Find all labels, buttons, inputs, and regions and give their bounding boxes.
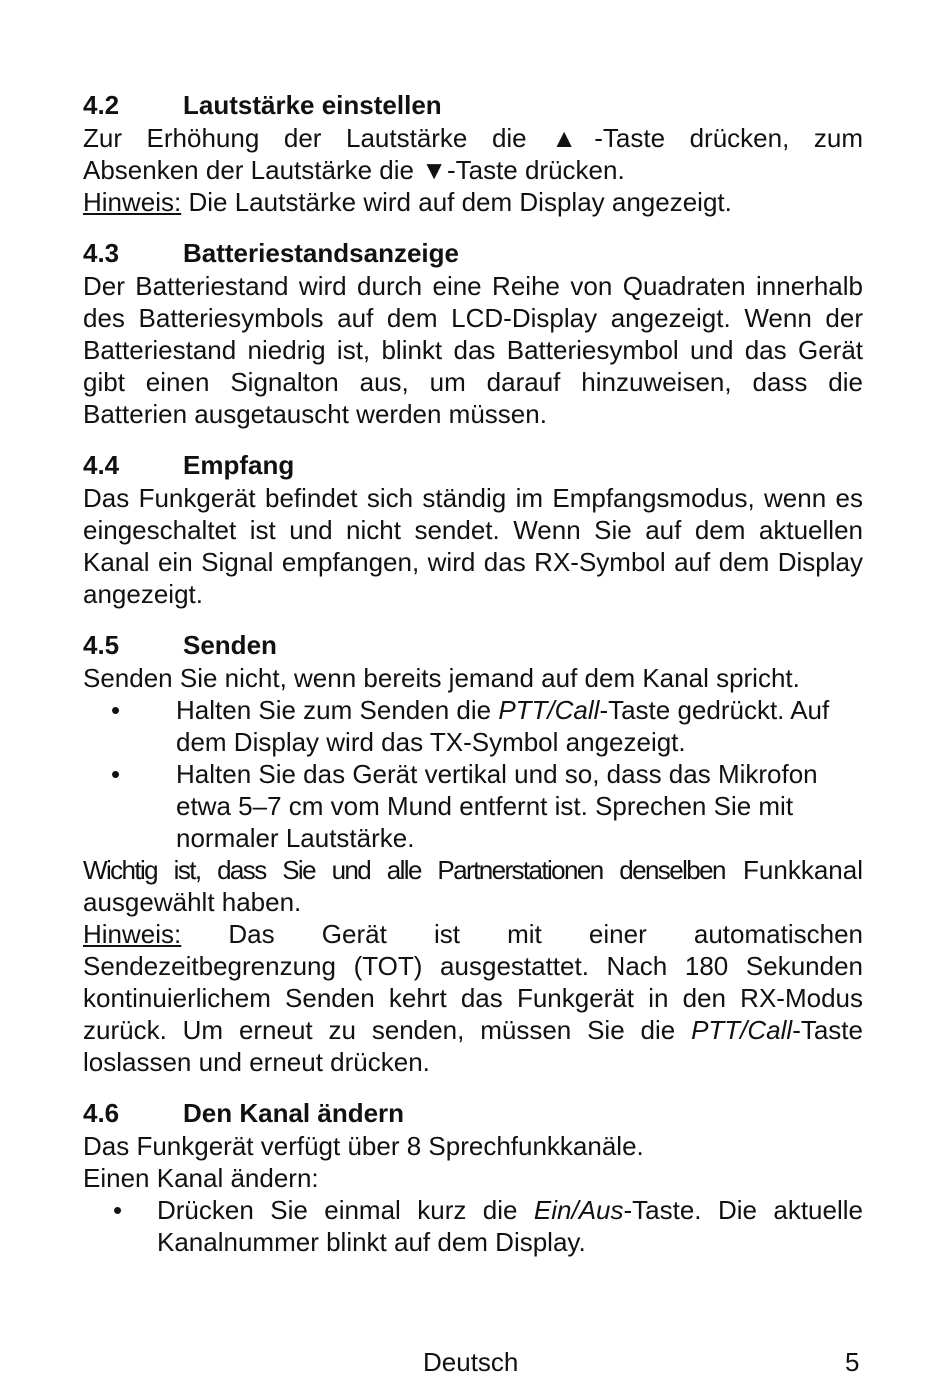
section-number: 4.5 — [83, 630, 120, 660]
section-4-5 — [83, 628, 863, 1078]
section-4-4 — [83, 448, 863, 610]
section-title: Den Kanal ändern — [183, 1098, 405, 1128]
bullet-list — [83, 694, 863, 854]
section-heading — [83, 1096, 863, 1130]
important-text: Wichtig ist, dass Sie und alle Partnerstationen denselben — [83, 855, 725, 885]
list-item — [83, 758, 863, 854]
list-item-text: Halten Sie zum Senden die — [176, 695, 499, 725]
note-paragraph — [83, 186, 863, 218]
section-4-2 — [83, 88, 863, 218]
key-name: PTT/Call — [498, 695, 600, 725]
bullet-icon: • — [113, 1195, 123, 1225]
section-4-3 — [83, 236, 863, 430]
bullet-icon: • — [111, 695, 121, 725]
paragraph: Der Batteriestand wird durch eine Reihe von Quadraten innerhalb des Batteriesymbols auf dem LCD-Display angezeigt. Wenn der Batteriestand niedrig ist, blinkt das Batteriesymbol und das Gerät gibt einen Signalton aus, um darauf hinzuweisen, dass die Batterien ausgetauscht werden müssen. — [83, 271, 863, 429]
note-paragraph — [83, 918, 863, 1078]
section-heading — [83, 448, 863, 482]
list-item — [83, 1194, 863, 1258]
section-heading — [83, 88, 863, 122]
paragraph: Das Funkgerät befindet sich ständig im Empfangsmodus, wenn es eingeschaltet ist und nicht sendet. Wenn Sie auf dem aktuellen Kanal ein Signal empfangen, wird das RX-Symbol auf dem Display angezeigt. — [83, 483, 863, 609]
important-paragraph — [83, 854, 863, 918]
paragraph-line: Zur Erhöhung der Lautstärke die ▲-Taste drücken, zum — [83, 123, 863, 153]
list-item-text: Drücken Sie einmal kurz die — [157, 1195, 534, 1225]
section-title: Empfang — [183, 450, 295, 480]
key-name: Ein/Aus — [533, 1195, 624, 1225]
paragraph: Senden Sie nicht, wenn bereits jemand auf dem Kanal spricht. — [83, 663, 800, 693]
paragraph-line: Absenken der Lautstärke die ▼-Taste drücken. — [83, 155, 625, 185]
note-text: -Taste loslassen und erneut drücken. — [83, 1015, 863, 1077]
section-title: Batteriestandsanzeige — [183, 238, 459, 268]
list-item-paragraph — [157, 1194, 863, 1258]
paragraph-line: Einen Kanal ändern: — [83, 1163, 319, 1193]
section-number: 4.6 — [83, 1098, 120, 1128]
bullet-icon: • — [111, 759, 121, 789]
note-text: Die Lautstärke wird auf dem Display angezeigt. — [181, 187, 732, 217]
list-item-text: -Taste. Die aktuelle Kanalnummer blinkt auf dem Display. — [157, 1195, 863, 1257]
section-number: 4.3 — [83, 238, 120, 268]
section-heading — [83, 628, 863, 662]
important-text: Funkkanal ausgewählt haben. — [83, 855, 863, 917]
section-number: 4.2 — [83, 90, 120, 120]
footer-language: Deutsch — [423, 1347, 519, 1377]
manual-page — [83, 88, 863, 1276]
section-title: Lautstärke einstellen — [183, 90, 442, 120]
key-name: PTT/Call — [691, 1015, 793, 1045]
section-title: Senden — [183, 630, 277, 660]
paragraph-line: Das Funkgerät verfügt über 8 Sprechfunkkanäle. — [83, 1131, 644, 1161]
section-number: 4.4 — [83, 450, 120, 480]
section-4-6 — [83, 1096, 863, 1258]
note-text: Das Gerät ist mit einer automatischen Sendezeitbegrenzung (TOT) ausgestattet. Nach 180 Sekunden kontinuierlichem Senden kehrt das Funkgerät in den RX-Modus zurück. Um erneut zu senden, müssen Sie die — [83, 919, 863, 1045]
bullet-list — [83, 1194, 863, 1258]
list-item-text: -Taste gedrückt. Auf dem Display wird das TX-Symbol angezeigt. — [176, 695, 830, 757]
section-heading — [83, 236, 863, 270]
note-label: Hinweis: — [83, 919, 182, 949]
list-item — [83, 694, 863, 758]
list-item-text: Halten Sie das Gerät vertikal und so, dass das Mikrofon etwa 5–7 cm vom Mund entfernt ist. Sprechen Sie mit normaler Lautstärke. — [176, 759, 818, 853]
note-label: Hinweis: — [83, 187, 182, 217]
page-number: 5 — [845, 1347, 860, 1377]
